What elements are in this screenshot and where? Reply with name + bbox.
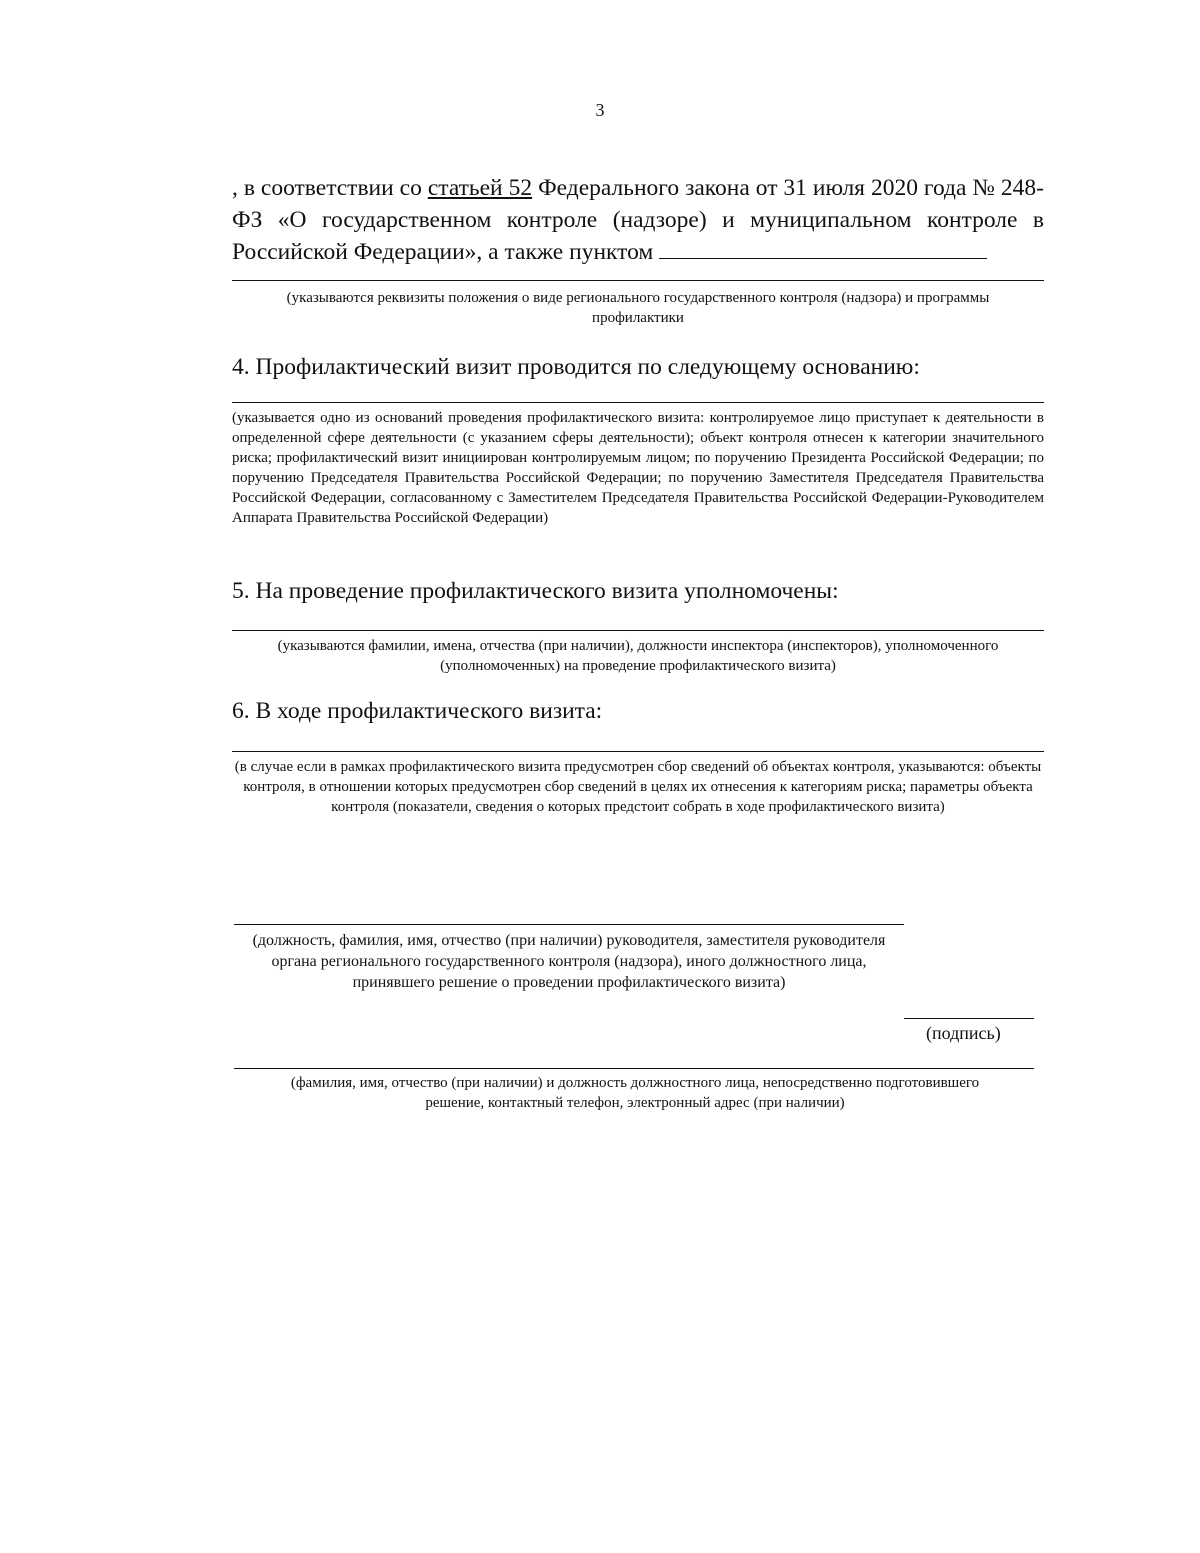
requisites-line[interactable] — [232, 280, 1044, 281]
section-5-heading: 5. На проведение профилактического визита уполномочены: — [232, 578, 839, 604]
page-number: 3 — [595, 100, 605, 120]
section-6-note: (в случае если в рамках профилактического визита предусмотрен сбор сведений об объектах контроля, указываются: объекты контроля, в отношении которых предусмотрен сбор сведений в целях их отнесения к категориям риска; параметры объекта контроля (показатели, сведения о которых предстоит собрать в ходе профилактического визита) — [234, 759, 1042, 815]
preparer-line[interactable] — [234, 1068, 1034, 1069]
section-4-line[interactable] — [232, 402, 1044, 403]
requisites-note: (указываются реквизиты положения о виде регионального государственного контроля (надзора) и программы профилактики — [286, 290, 990, 326]
section-5-note: (указываются фамилии, имена, отчества (при наличии), должности инспектора (инспекторов), уполномоченного (уполномоченных) на проведение профилактического визита) — [277, 638, 999, 674]
paragraph-blank-line[interactable] — [659, 238, 987, 259]
section-4-heading: 4. Профилактический визит проводится по следующему основанию: — [232, 354, 920, 380]
intro-suffix: Федерального закона от 31 июля 2020 года № 248-ФЗ «О государственном контроле (надзоре) и муниципальном контроле в Российской Федерации», а также пунктом — [232, 175, 1044, 265]
section-6-heading: 6. В ходе профилактического визита: — [232, 698, 603, 724]
section-4-note: (указывается одно из оснований проведения профилактического визита: контролируемое лицо приступает к деятельности в определенной сфере деятельности (с указанием сферы деятельности); объект контроля отнесен к категории значительного риска; профилактический визит инициирован контролируемым лицом; по поручению Президента Российской Федерации; по поручению Председателя Правительства Российской Федерации; по поручению Заместителя Председателя Правительства Российской Федерации, согласованному с Заместителем Председателя Правительства Российской Федерации-Руководителем Аппарата Правительства Российской Федерации) — [232, 410, 1044, 526]
section-6-line[interactable] — [232, 751, 1044, 752]
intro-paragraph — [232, 172, 1044, 268]
signature-line[interactable] — [904, 1018, 1034, 1019]
official-line[interactable] — [234, 924, 904, 925]
section-5-line[interactable] — [232, 630, 1044, 631]
signature-label: (подпись) — [926, 1023, 1001, 1043]
article-link[interactable]: статьей 52 — [427, 175, 533, 201]
official-note: (должность, фамилия, имя, отчество (при наличии) руководителя, заместителя руководителя органа регионального государственного контроля (надзора), иного должностного лица, принявшего решение о проведении профилактического визита) — [252, 932, 886, 991]
intro-prefix: , в соответствии со — [232, 175, 428, 201]
preparer-note: (фамилия, имя, отчество (при наличии) и должность должностного лица, непосредственно подготовившего решение, контактный телефон, электронный адрес (при наличии) — [290, 1075, 980, 1111]
